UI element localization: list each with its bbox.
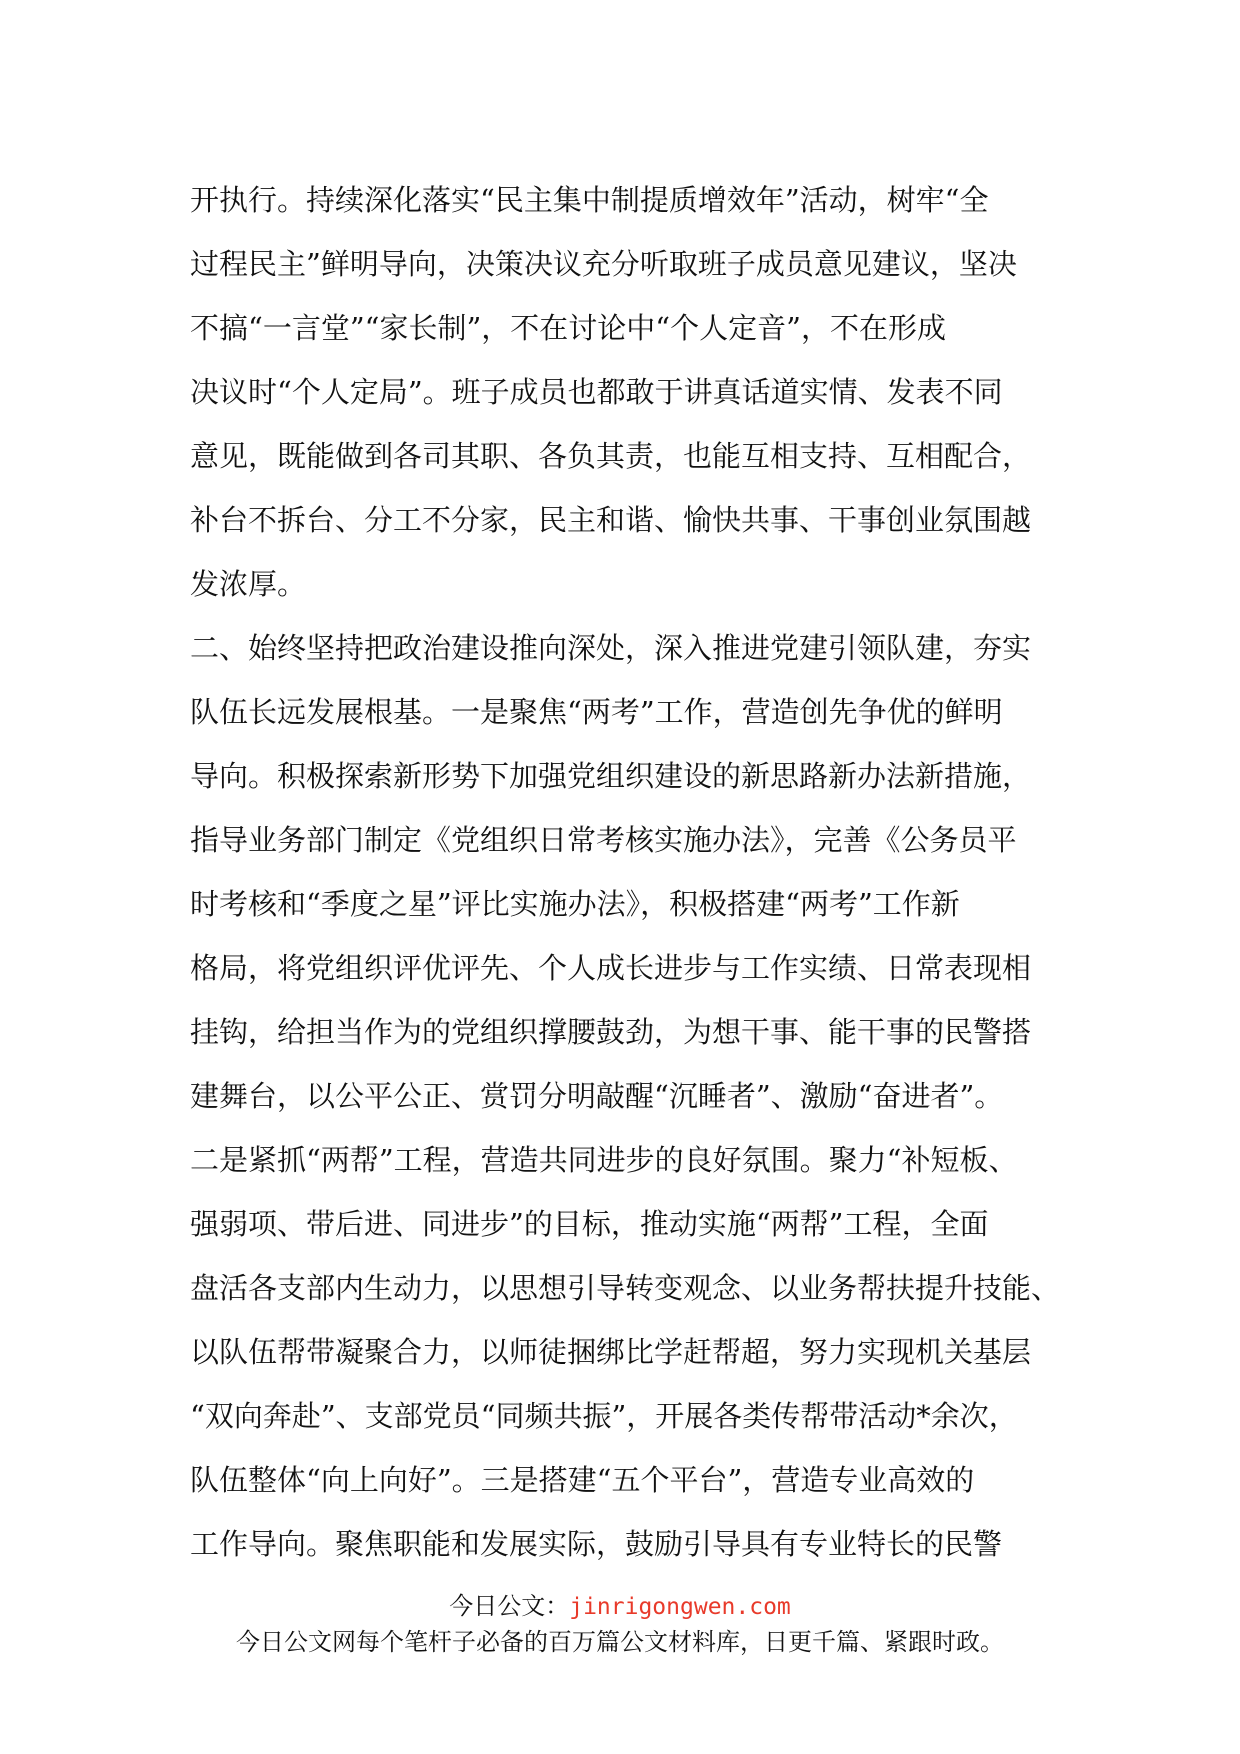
footer-site [0,1586,1240,1621]
text-line: 开执行。持续深化落实“民主集中制提质增效年”活动，树牢“全 [190,183,989,217]
text-line: “双向奔赴”、支部党员“同频共振”，开展各类传帮带活动*余次， [190,1399,1018,1433]
text-line: 挂钩，给担当作为的党组织撑腰鼓劲，为想干事、能干事的民警搭 [190,1015,1032,1049]
text-line: 队伍长远发展根基。一是聚焦“两考”工作，营造创先争优的鲜明 [190,695,1003,729]
text-line: 队伍整体“向上向好”。三是搭建“五个平台”，营造专业高效的 [190,1463,975,1497]
text-line: 二、始终坚持把政治建设推向深处，深入推进党建引领队建，夯实 [190,631,1032,665]
text-line: 不搞“一言堂”“家长制”，不在讨论中“个人定音”，不在形成 [190,311,946,345]
footer-tagline: 今日公文网每个笔杆子必备的百万篇公文材料库，日更千篇、紧跟时政。 [236,1628,1004,1656]
text-line: 格局，将党组织评优评先、个人成长进步与工作实绩、日常表现相 [190,951,1032,985]
text-line: 补台不拆台、分工不分家，民主和谐、愉快共事、干事创业氛围越 [190,503,1032,537]
text-line: 导向。积极探索新形势下加强党组织建设的新思路新办法新措施， [190,759,1032,793]
text-line: 以队伍帮带凝聚合力，以师徒捆绑比学赶帮超，努力实现机关基层 [190,1335,1032,1369]
text-line: 指导业务部门制定《党组织日常考核实施办法》，完善《公务员平 [190,823,1017,857]
document-body [190,168,1062,1576]
text-line: 强弱项、带后进、同进步”的目标，推动实施“两帮”工程，全面 [190,1207,989,1241]
text-line: 意见，既能做到各司其职、各负其责，也能互相支持、互相配合， [190,439,1032,473]
text-line: 发浓厚。 [190,567,307,601]
footer-site-label: 今日公文： [449,1592,570,1620]
footer-site-link[interactable]: jinrigongwen.com [569,1594,791,1620]
text-line: 建舞台，以公平公正、赏罚分明敲醒“沉睡者”、激励“奋进者”。 [190,1079,1004,1113]
text-line: 时考核和“季度之星”评比实施办法》，积极搭建“两考”工作新 [190,887,960,921]
text-line: 决议时“个人定局”。班子成员也都敢于讲真话道实情、发表不同 [190,375,1003,409]
text-line: 二是紧抓“两帮”工程，营造共同进步的良好氛围。聚力“补短板、 [190,1143,1018,1177]
text-line: 盘活各支部内生动力，以思想引导转变观念、以业务帮扶提升技能、 [190,1271,1061,1305]
text-line: 工作导向。聚焦职能和发展实际，鼓励引导具有专业特长的民警 [190,1527,1003,1561]
text-line: 过程民主”鲜明导向，决策决议充分听取班子成员意见建议，坚决 [190,247,1017,281]
